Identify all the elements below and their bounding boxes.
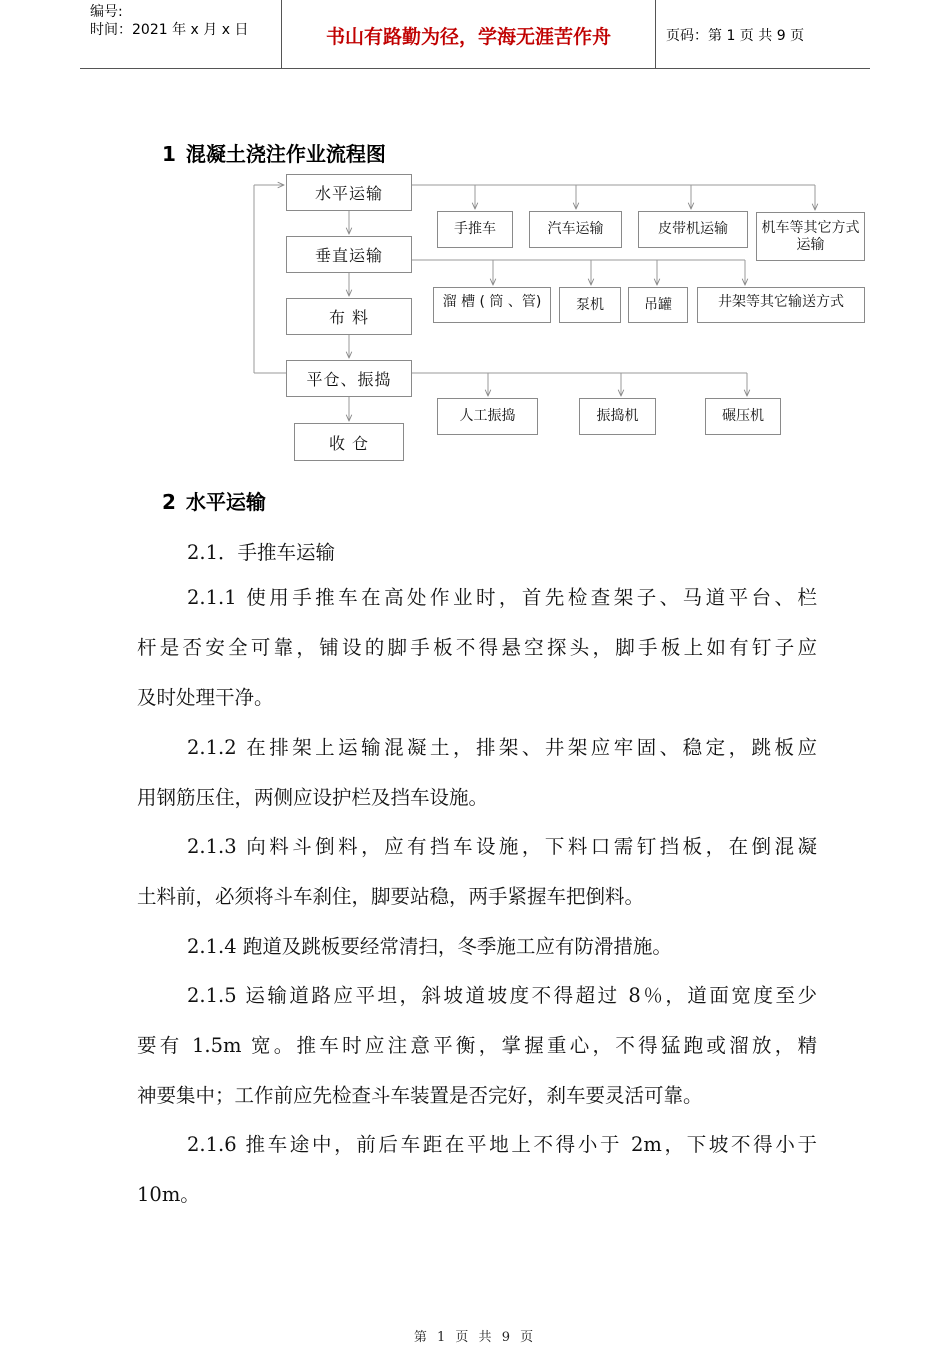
- flow-step-leveling-vibrating: 平仓、振捣: [286, 360, 412, 397]
- paragraph-2-1-3: [137, 822, 817, 922]
- paragraph-line: 杆是否安全可靠，铺设的脚手板不得悬空探头，脚手板上如有钉子应: [137, 636, 817, 659]
- paragraph-line: 2.1.4 跑道及跳板要经常清扫，冬季施工应有防滑措施。: [187, 935, 672, 958]
- flow-step-finishing: 收 仓: [294, 423, 404, 461]
- option-chute: 溜 槽 ( 筒 、管): [433, 287, 551, 323]
- paragraph-2-1-1: [137, 573, 817, 723]
- header-motto: 书山有路勤为径，学海无涯苦作舟: [325, 26, 611, 48]
- paragraph-2-1-4: [137, 922, 817, 972]
- paragraph-2-1-2: [137, 723, 817, 823]
- option-handcart: 手推车: [437, 211, 513, 248]
- option-derrick-other: 井架等其它输送方式: [697, 287, 865, 323]
- document-time-label: 时间：2021 年 x 月 x 日: [90, 22, 249, 38]
- section-number: 1: [162, 142, 176, 166]
- paragraph-line: 神要集中；工作前应先检查斗车装置是否完好，刹车要灵活可靠。: [137, 1084, 703, 1107]
- option-belt-conveyor: 皮带机运输: [638, 211, 748, 248]
- document-number-label: 编号:: [90, 4, 123, 20]
- section-title: 混凝土浇注作业流程图: [185, 142, 386, 166]
- option-pump: 泵机: [559, 287, 621, 323]
- flow-step-vertical-transport: 垂直运输: [286, 236, 412, 273]
- paragraph-line: 及时处理干净。: [137, 686, 274, 709]
- section-title: 水平运输: [185, 490, 266, 514]
- option-manual-vibrating: 人工振捣: [437, 398, 538, 435]
- page-footer: 第 1 页 共 9 页: [413, 1330, 537, 1345]
- option-vibrator: 振捣机: [579, 398, 656, 435]
- option-locomotive-other: 机车等其它方式运输: [756, 212, 865, 261]
- paragraph-line: 要有 1.5m 宽。推车时应注意平衡，掌握重心，不得猛跑或溜放，精: [137, 1034, 817, 1057]
- paragraph-2-1-5: [137, 971, 817, 1121]
- paragraph-line: 土料前，必须将斗车刹住，脚要站稳，两手紧握车把倒料。: [137, 885, 645, 908]
- paragraph-line: 2.1.1 使用手推车在高处作业时，首先检查架子、马道平台、栏: [187, 586, 817, 609]
- paragraph-2-1-6: [137, 1120, 817, 1220]
- subsection-heading: 2.1．手推车运输: [187, 541, 336, 564]
- section-2-heading: [162, 486, 266, 515]
- paragraph-line: 2.1.3 向料斗倒料，应有挡车设施，下料口需钉挡板，在倒混凝: [187, 835, 817, 858]
- flow-step-horizontal-transport: 水平运输: [286, 174, 412, 211]
- option-roller: 碾压机: [705, 398, 781, 435]
- paragraph-line: 10m。: [137, 1183, 200, 1206]
- section-number: 2: [162, 490, 176, 514]
- option-bucket: 吊罐: [628, 287, 688, 323]
- header-page-info: 页码：第 1 页 共 9 页: [666, 28, 805, 44]
- paragraph-line: 2.1.2 在排架上运输混凝土，排架、井架应牢固、稳定，跳板应: [187, 736, 817, 759]
- paragraph-line: 用钢筋压住，两侧应设护栏及挡车设施。: [137, 786, 489, 809]
- paragraph-line: 2.1.6 推车途中，前后车距在平地上不得小于 2m，下坡不得小于: [187, 1133, 817, 1156]
- option-truck: 汽车运输: [529, 211, 622, 248]
- flow-step-distribution: 布 料: [286, 298, 412, 335]
- paragraph-line: 2.1.5 运输道路应平坦，斜坡道坡度不得超过 8％，道面宽度至少: [187, 984, 817, 1007]
